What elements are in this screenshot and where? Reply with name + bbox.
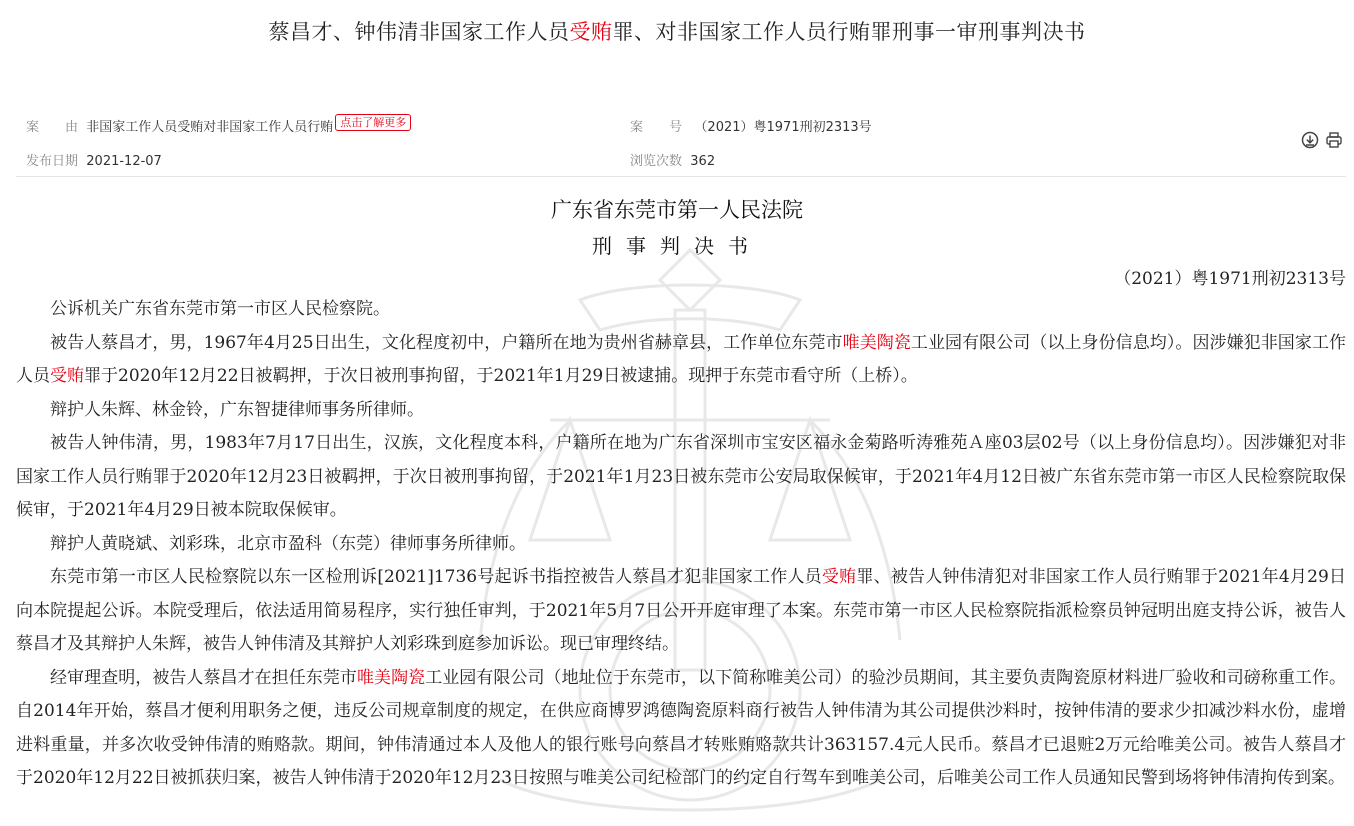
- judgment-paragraph: [16, 394, 1346, 428]
- judgment-paragraph: [16, 327, 1346, 394]
- date-row: [26, 150, 162, 169]
- document-body: [0, 180, 1354, 826]
- caseno-label: 案 号: [630, 120, 683, 135]
- title-part: 罪、对非国家工作人员行贿罪刑事一审刑事判决书: [612, 20, 1086, 44]
- cause-label: 案 由: [26, 120, 79, 135]
- date-label: 发布日期: [26, 154, 79, 169]
- paragraph-text: 经审理查明，被告人蔡昌才在担任东莞市: [50, 667, 357, 688]
- views-row: [630, 150, 715, 169]
- views-label: 浏览次数: [630, 154, 683, 169]
- paragraph-text: 工业园有限公司（地址位于东莞市，以下简称唯美公司）的验沙员期间，其主要负责陶瓷原材料进厂验收和司磅称重工作。自2014年开始，蔡昌才便利用职务之便，违反公司规章制度的规定，在供应商博罗鸿德陶瓷原料商行被告人钟伟清为其公司提供沙料时，按钟伟清的要求少扣减沙料水份，虚增进料重量，并多次收受钟伟清的贿赂款。期间，钟伟清通过本人及他人的银行账号向蔡昌才转账贿赂款共计363157.4元人民币。蔡昌才已退赃2万元给唯美公司。被告人蔡昌才于2020年12月22日被抓获归案，被告人钟伟清于2020年12月23日按照与唯美公司纪检部门的约定自行驾车到唯美公司，后唯美公司工作人员通知民警到场将钟伟清拘传到案。: [16, 667, 1347, 788]
- toolbar: [1301, 131, 1343, 149]
- document-case-number: （2021）粤1971刑初2313号: [1114, 269, 1346, 289]
- cause-value: 非国家工作人员受贿对非国家工作人员行贿: [86, 120, 334, 135]
- highlighted-keyword: 唯美陶瓷: [842, 332, 911, 353]
- paragraph-text: 被告人蔡昌才，男，1967年4月25日出生，文化程度初中，户籍所在地为贵州省赫章县，工作单位东莞市: [50, 332, 843, 353]
- paragraph-text: 东莞市第一市区人民检察院以东一区检刑诉[2021]1736号起诉书指控被告人蔡昌才犯非国家工作人员: [50, 567, 822, 587]
- judgment-paragraph: [16, 427, 1346, 528]
- paragraph-text: 罪、被告人钟伟清犯对非国家工作人员行贿罪于2021年4月29日向本院提起公诉。本院受理后，依法适用简易程序，实行独任审判，于2021年5月7日公开开庭审理了本案。东莞市第一市区人民检察院指派检察员钟冠明出庭支持公诉，被告人蔡昌才及其辩护人朱辉，被告人钟伟清及其辩护人刘彩珠到庭参加诉讼。现已审理终结。: [16, 567, 1347, 654]
- paragraph-text: 被告人钟伟清，男，1983年7月17日出生，汉族，文化程度本科，户籍所在地为广东省深圳市宝安区福永金菊路听涛雅苑Ａ座03层02号（以上身份信息均）。因涉嫌犯对非国家工作人员行贿罪于2020年12月23日被羁押，于次日被刑事拘留，于2021年1月23日被东莞市公安局取保候审，于2021年4月12日被广东省东莞市第一市区人民检察院取保候审，于2021年4月29日被本院取保候审。: [16, 433, 1346, 520]
- header-divider: [16, 176, 1346, 177]
- download-icon[interactable]: [1301, 131, 1319, 149]
- caseno-row: [630, 116, 872, 135]
- document-type: 刑事判决书: [592, 234, 762, 258]
- print-icon[interactable]: [1325, 131, 1343, 149]
- title-part: 蔡昌才、钟伟清非国家工作人员: [268, 20, 570, 44]
- page-title: [0, 16, 1354, 46]
- cause-row: [26, 116, 411, 136]
- paragraph-text: 罪于2020年12月22日被羁押，于次日被刑事拘留，于2021年1月29日被逮捕。现押于东莞市看守所（上桥）。: [84, 366, 918, 386]
- judgment-paragraph: [16, 561, 1346, 662]
- judgment-paragraph: [16, 528, 1346, 562]
- judgment-paragraph: [16, 293, 1346, 327]
- court-name: 广东省东莞市第一人民法院: [551, 198, 803, 222]
- paragraph-text: 工业园有限公司（以上身份信息均）。因涉嫌犯非国家工作人员: [16, 332, 1347, 386]
- more-link[interactable]: 点击了解更多: [335, 114, 411, 131]
- paragraph-text: 辩护人黄晓斌、刘彩珠，北京市盈科（东莞）律师事务所律师。: [50, 533, 526, 554]
- highlighted-keyword: 唯美陶瓷: [356, 667, 426, 688]
- paragraph-text: 公诉机关广东省东莞市第一市区人民检察院。: [50, 299, 390, 319]
- views-value: 362: [690, 154, 716, 169]
- caseno-value: （2021）粤1971刑初2313号: [694, 120, 872, 135]
- highlighted-keyword: 受贿: [821, 567, 857, 587]
- highlighted-keyword: 受贿: [50, 366, 84, 386]
- paragraph-text: 辩护人朱辉、林金铃，广东智捷律师事务所律师。: [50, 399, 424, 420]
- date-value: 2021-12-07: [86, 154, 162, 169]
- judgment-paragraph: [16, 662, 1346, 796]
- judgment-text: [16, 293, 1346, 796]
- title-highlight: 受贿: [569, 20, 613, 44]
